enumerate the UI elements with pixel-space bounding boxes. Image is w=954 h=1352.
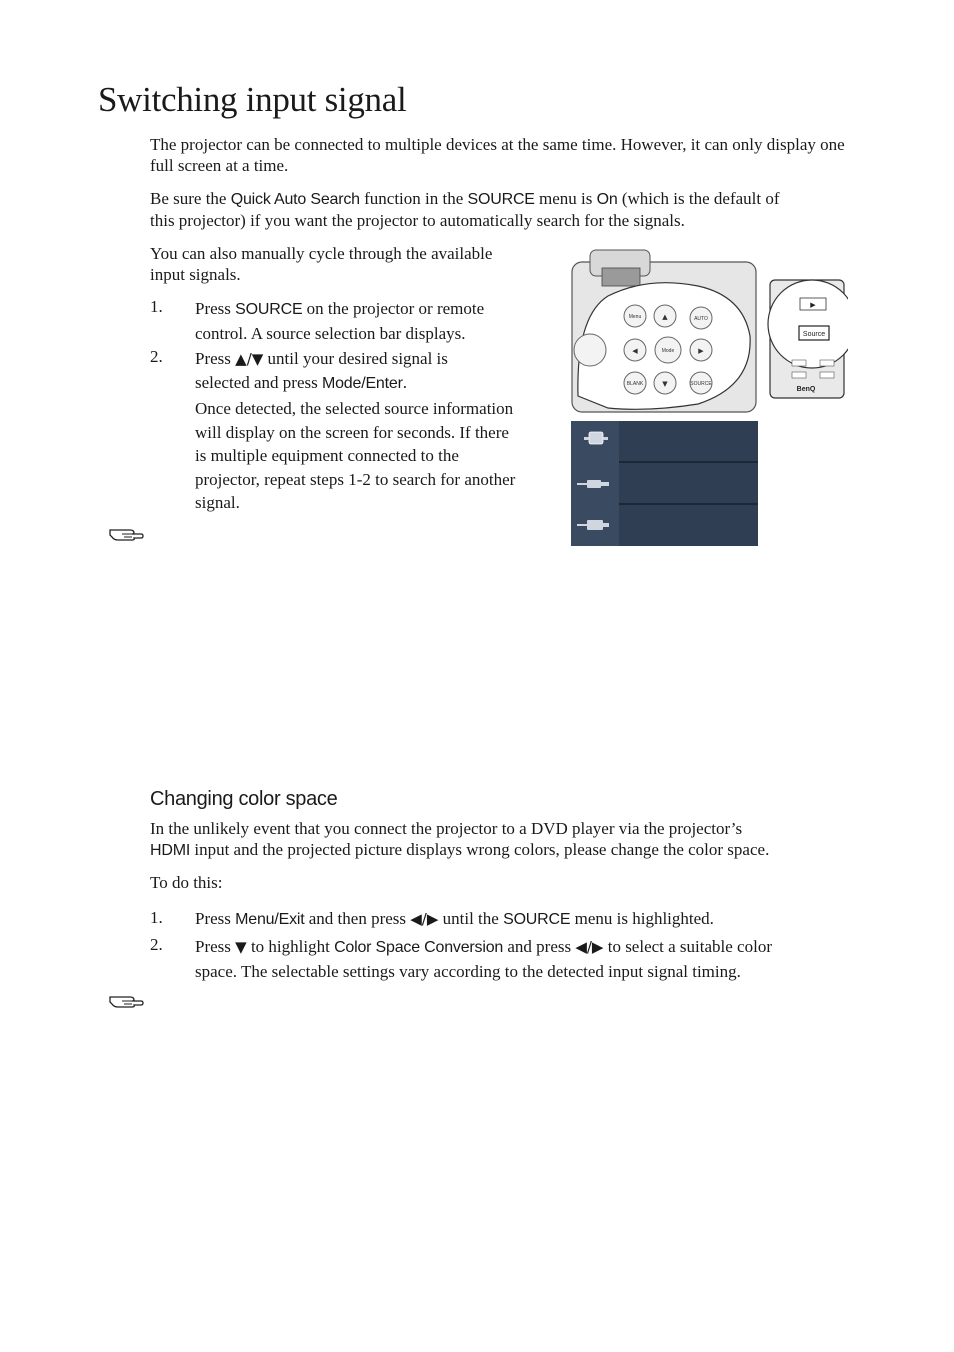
keyword-source: SOURCE	[503, 911, 571, 928]
down-arrow-icon: ▼	[235, 938, 247, 956]
svg-text:◀: ◀	[632, 347, 638, 355]
remote-brand-label: BenQ	[796, 386, 816, 393]
step-number: 1.	[150, 908, 163, 927]
text: control. A source selection bar displays.	[195, 324, 466, 343]
text: input and the projected picture displays wrong colors, please change the color space.	[190, 840, 770, 859]
keyword-color-space-conversion: Color Space Conversion	[334, 939, 504, 956]
keyword-source: SOURCE	[235, 301, 303, 318]
svg-text:▼: ▼	[662, 380, 668, 388]
text: In the unlikely event that you connect the projector to a DVD player via the projector’s	[150, 819, 743, 838]
left-right-arrow-icon: ◀/▶	[410, 910, 439, 928]
color-space-step-2	[195, 935, 895, 984]
text: until your desired signal is	[263, 349, 448, 368]
step-number: 2.	[150, 935, 163, 954]
keyword-mode-enter: Mode/Enter	[321, 375, 403, 392]
section-heading: Changing color space	[150, 788, 338, 810]
text: menu is	[534, 189, 597, 208]
text: Once detected, the selected source information	[195, 399, 514, 418]
note-hand-icon	[108, 524, 144, 542]
text: this projector) if you want the projector to automatically search for the signals.	[150, 211, 685, 230]
svg-text:▶: ▶	[698, 347, 704, 355]
note-hand-icon	[108, 991, 144, 1009]
text: input signals.	[150, 265, 241, 284]
keyword-menu-exit: Menu/Exit	[235, 911, 305, 928]
manual-paragraph	[150, 243, 550, 285]
computer-input-icon	[583, 429, 609, 449]
text: to select a suitable color	[603, 937, 772, 956]
text: Be sure the	[150, 189, 231, 208]
text: You can also manually cycle through the available	[150, 244, 493, 263]
step-number: 2.	[150, 347, 163, 366]
text: (which is the default of	[617, 189, 780, 208]
source-selection-bar	[571, 421, 758, 546]
svg-text:▶: ▶	[810, 301, 816, 309]
color-space-step-1	[195, 908, 895, 930]
left-right-arrow-icon: ◀/▶	[575, 938, 604, 956]
projector-key-label: SOURCE	[690, 381, 712, 387]
text: projector, repeat steps 1-2 to search for another	[195, 469, 516, 489]
text: Press	[195, 937, 236, 956]
text: is multiple equipment connected to the	[195, 446, 459, 466]
step-number: 1.	[150, 297, 163, 316]
projector-key-label: BLANK	[626, 381, 644, 387]
remote-source-label: Source	[802, 331, 826, 338]
projector-control-panel-illustration	[568, 246, 848, 414]
text: will display on the screen for seconds. If there	[195, 422, 509, 442]
keyword-source: SOURCE	[467, 191, 535, 208]
step-1	[195, 297, 555, 346]
text: and then press	[304, 909, 411, 928]
text: space. The selectable settings vary according to the detected input signal timing.	[195, 962, 741, 981]
text: Press	[195, 349, 236, 368]
text: Press	[195, 299, 236, 318]
keyword-quick-auto-search: Quick Auto Search	[230, 191, 360, 208]
divider	[619, 461, 758, 463]
video-input-icon	[577, 477, 611, 491]
intro-paragraph: The projector can be connected to multiple devices at the same time. However, it can only display one full screen at a time.	[150, 135, 845, 175]
detected-paragraph	[195, 397, 560, 515]
text: on the projector or remote	[302, 299, 485, 318]
text: menu is highlighted.	[570, 909, 714, 928]
up-down-arrow-icon: ▲/▼	[235, 350, 264, 368]
text: until the	[438, 909, 504, 928]
divider	[619, 503, 758, 505]
svg-text:▲: ▲	[662, 313, 668, 321]
keyword-hdmi: HDMI	[150, 842, 191, 859]
s-video-input-icon	[577, 518, 611, 532]
color-space-paragraph	[150, 818, 870, 861]
text: selected and press	[195, 373, 322, 392]
text: signal.	[195, 493, 240, 513]
text: to highlight	[246, 937, 335, 956]
page-title: Switching input signal	[98, 80, 407, 119]
text: and press	[503, 937, 576, 956]
step-2	[195, 347, 555, 396]
keyword-on: On	[596, 191, 618, 208]
text: function in the	[359, 189, 468, 208]
text: Press	[195, 909, 236, 928]
to-do-text: To do this:	[150, 873, 223, 892]
text: .	[402, 373, 407, 392]
quick-search-paragraph	[150, 188, 870, 231]
projector-key-label: Menu	[628, 314, 642, 320]
projector-key-label: Mode	[661, 348, 675, 354]
projector-key-label: AUTO	[694, 316, 708, 322]
